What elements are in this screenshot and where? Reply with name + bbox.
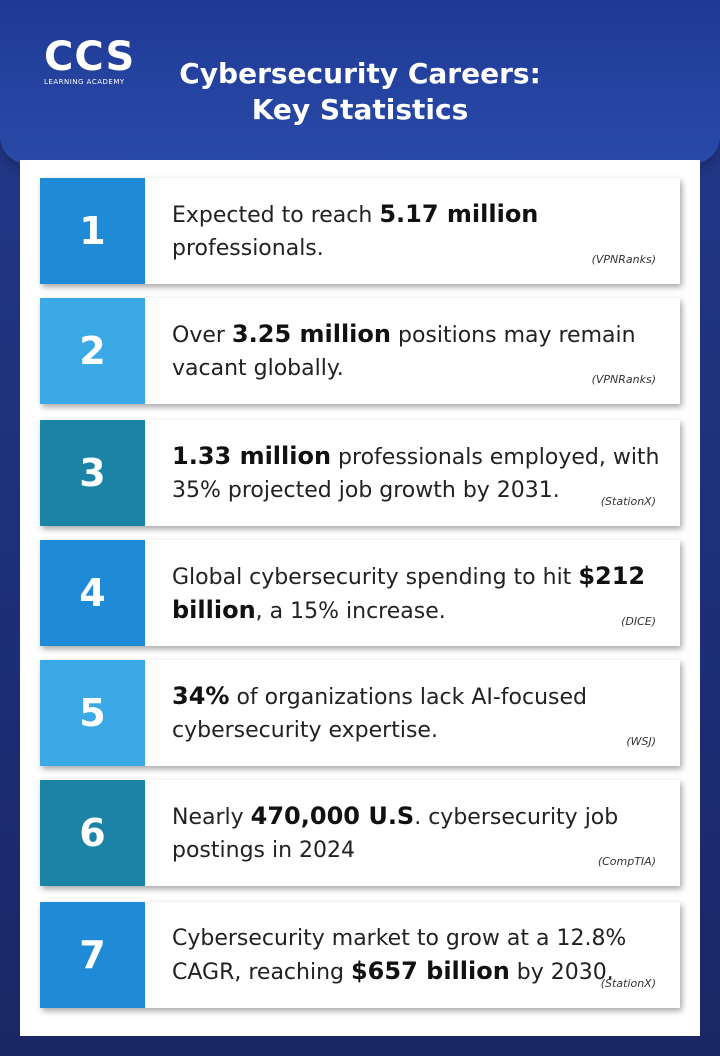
stat-text-highlight: 3.25 million	[231, 320, 391, 348]
stat-text-post: of organizations lack AI-focused cybersecurity expertise.	[172, 685, 587, 743]
logo-mark: CCS	[44, 34, 136, 80]
stat-number-1: 1	[40, 178, 145, 284]
stat-source-1: (VPNRanks)	[591, 253, 656, 266]
stat-text-post: professionals employed, with 35% projected job growth by 2031.	[172, 445, 660, 503]
stat-text-post: , a 15% increase.	[255, 599, 446, 624]
stat-number-7: 7	[40, 902, 145, 1008]
stat-text-pre: Global cybersecurity spending to hit	[172, 565, 579, 590]
page-title	[160, 56, 560, 128]
title-line-2: Key Statistics	[251, 93, 469, 126]
stat-text-highlight: 1.33 million	[172, 442, 332, 470]
stat-source-7: (StationX)	[600, 977, 656, 990]
stat-text-highlight: 470,000 U.S	[250, 802, 415, 830]
stat-row-1	[40, 178, 680, 284]
stat-text-post: positions may remain vacant globally.	[172, 323, 636, 381]
header-banner	[0, 0, 720, 164]
stat-row-4	[40, 540, 680, 646]
stat-text-5	[145, 660, 680, 766]
stat-source-6: (CompTIA)	[597, 855, 656, 868]
stat-text-6	[145, 780, 680, 886]
stat-text-7	[145, 902, 680, 1008]
stat-row-3	[40, 420, 680, 526]
stat-number-4: 4	[40, 540, 145, 646]
ccs-logo	[44, 34, 156, 86]
stat-text-4	[145, 540, 680, 646]
stat-source-3: (StationX)	[600, 495, 656, 508]
stat-text-pre: Over	[172, 323, 232, 348]
stat-row-6	[40, 780, 680, 886]
stat-number-2: 2	[40, 298, 145, 404]
logo-subtitle: LEARNING ACADEMY	[44, 78, 125, 86]
stat-text-highlight: 5.17 million	[379, 200, 539, 228]
stat-text-pre: Cybersecurity market to grow at a 12.8% CAGR, reaching	[172, 926, 627, 985]
stat-text-post: professionals.	[172, 236, 324, 261]
stat-text-pre: Nearly	[172, 805, 251, 830]
stat-text-post: by 2030.	[509, 960, 614, 985]
stat-text-highlight: 34%	[172, 682, 230, 710]
title-line-1: Cybersecurity Careers:	[179, 57, 541, 90]
stat-text-1	[145, 178, 680, 284]
stat-source-4: (DICE)	[621, 615, 656, 628]
stat-row-2	[40, 298, 680, 404]
stat-number-3: 3	[40, 420, 145, 526]
stat-text-highlight: $657 billion	[350, 957, 510, 985]
stat-row-5	[40, 660, 680, 766]
stat-number-5: 5	[40, 660, 145, 766]
stat-source-2: (VPNRanks)	[591, 373, 656, 386]
stat-source-5: (WSJ)	[626, 735, 656, 748]
stat-text-post: . cybersecurity job postings in 2024	[172, 805, 619, 863]
stat-text-3	[145, 420, 680, 526]
stat-row-7	[40, 902, 680, 1008]
stat-number-6: 6	[40, 780, 145, 886]
stat-text-pre: Expected to reach	[172, 203, 380, 228]
stat-text-2	[145, 298, 680, 404]
stat-text-highlight: $212 billion	[172, 562, 646, 624]
